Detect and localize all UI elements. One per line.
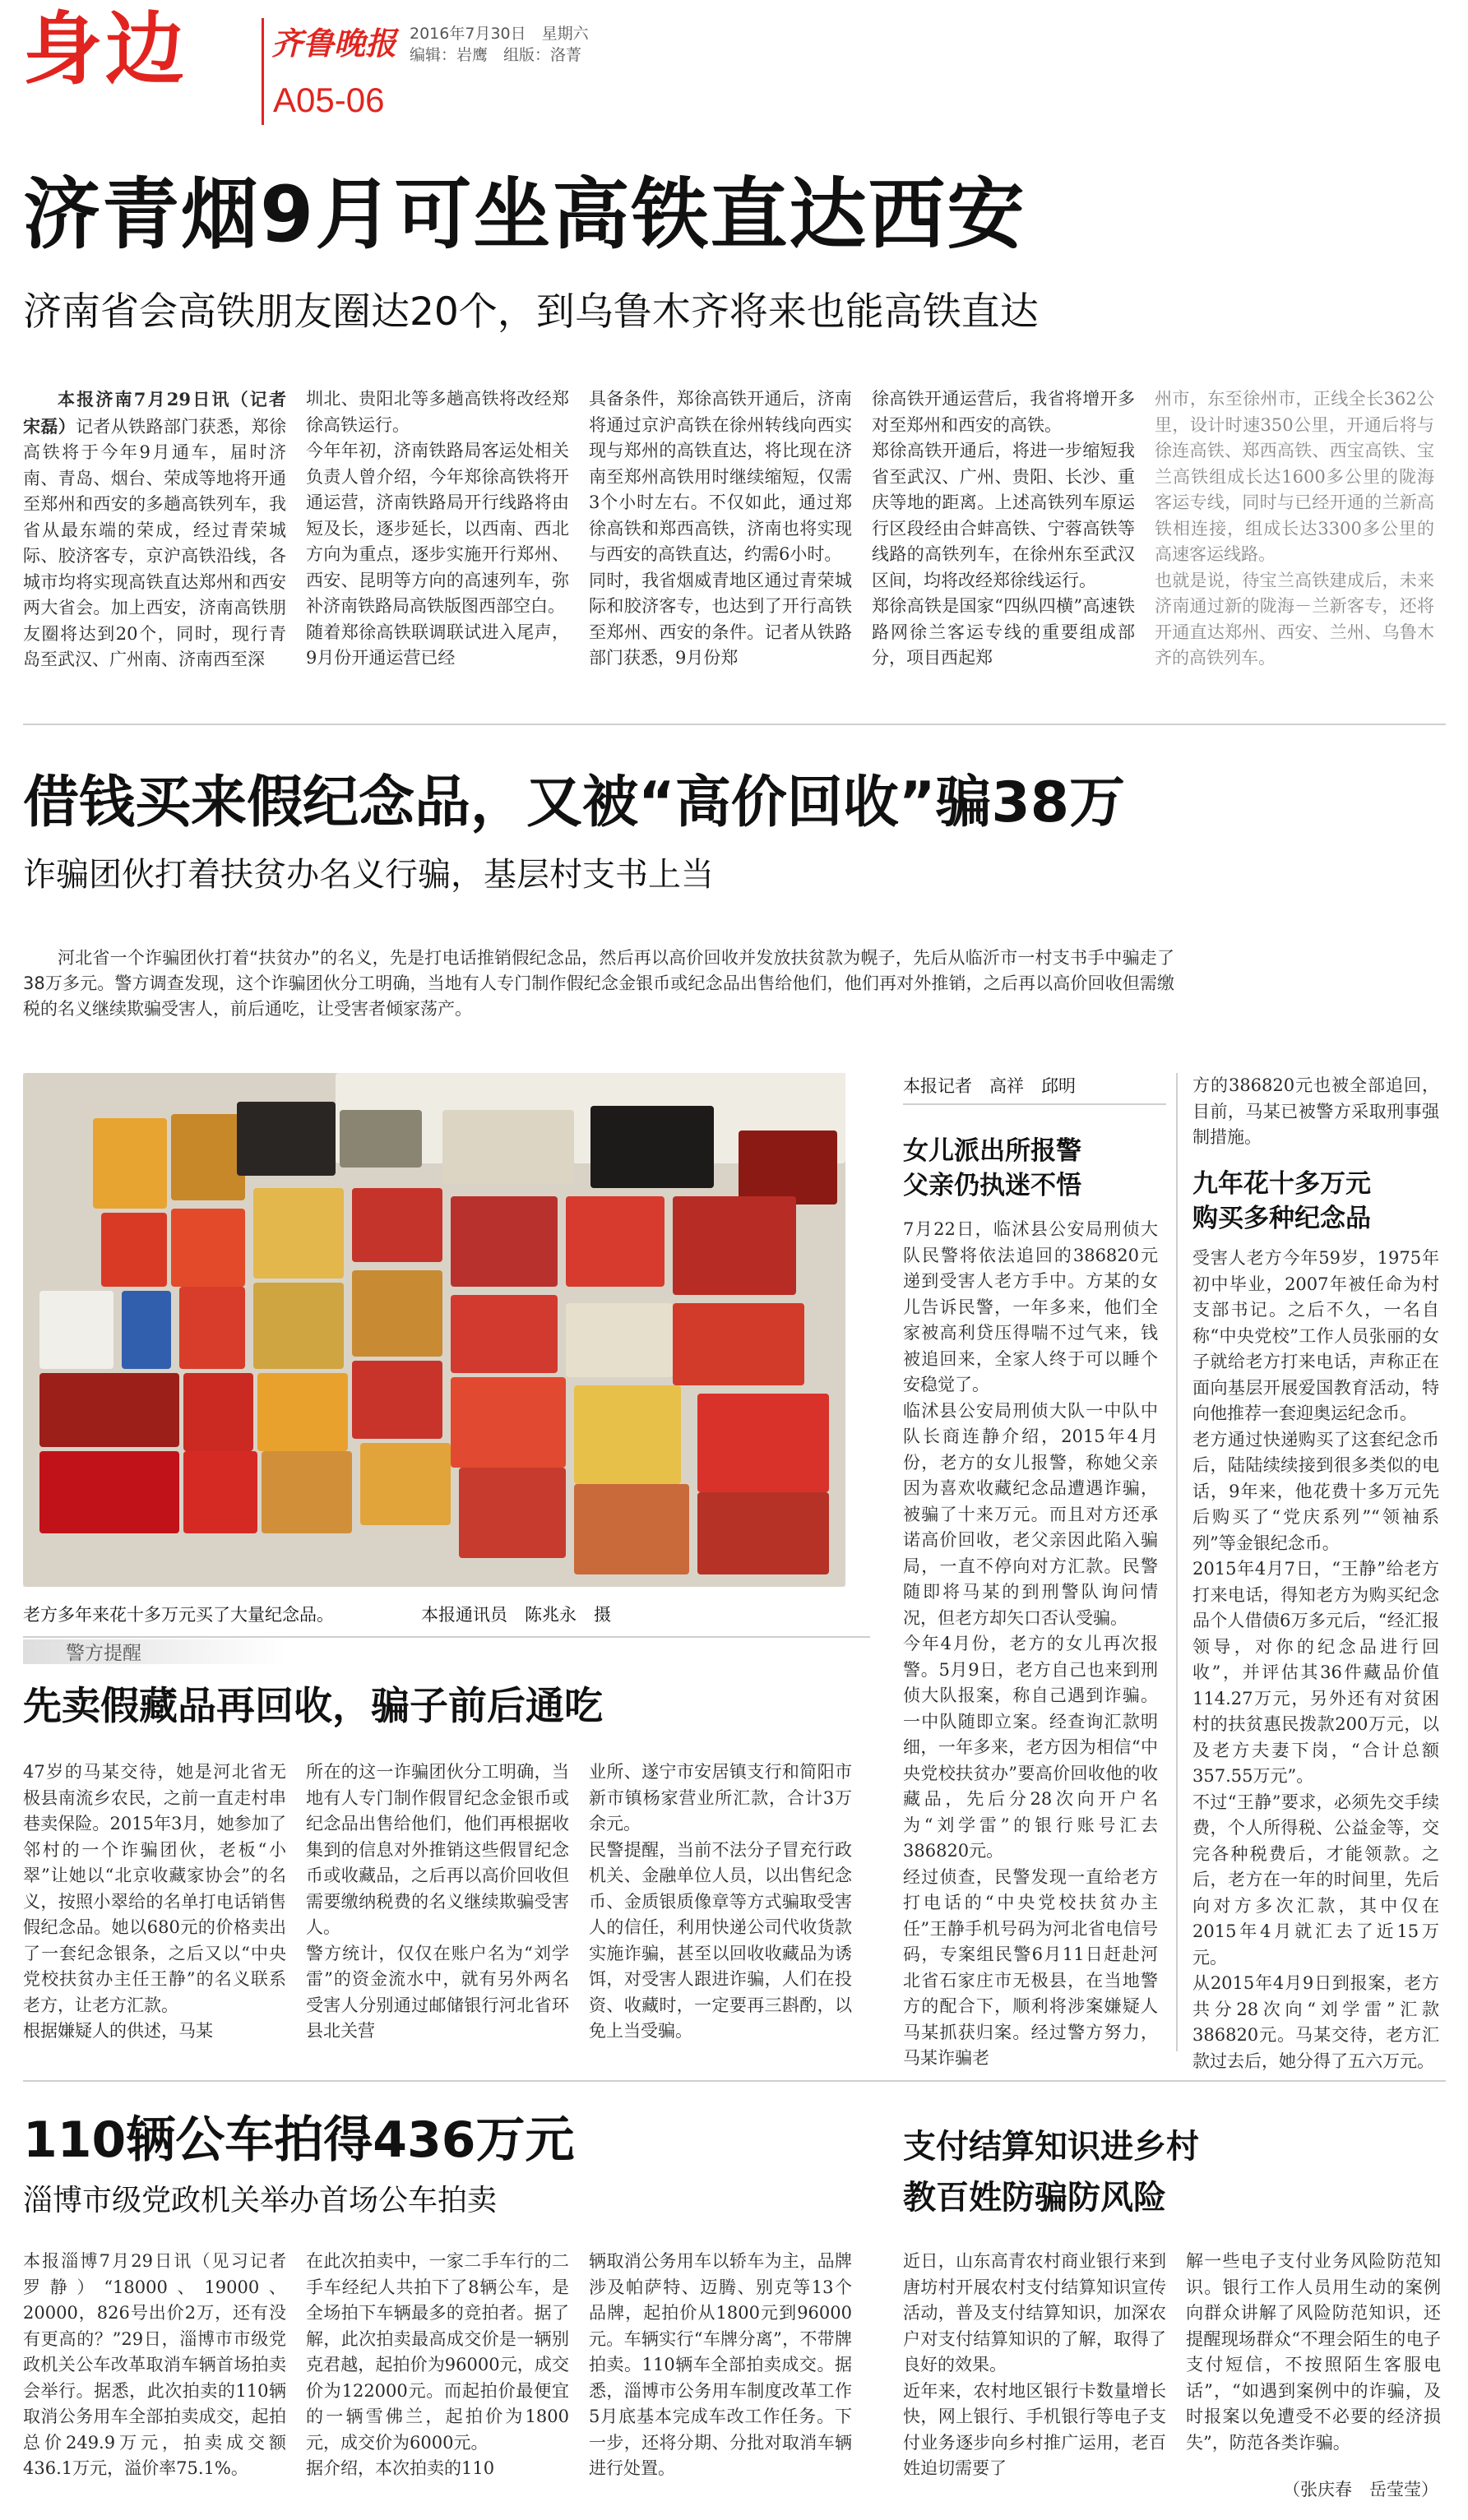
alert-col1: 47岁的马某交待，她是河北省无极县南流乡农民，之前一直走村串巷卖保险。2015年3月，她参加了邻村的一个诈骗团伙，老板“小翠”让她以“北京收藏家协会”的名义，按照小翠给的名单打电话销售假纪念品。她以680元的价格卖出了一套纪念银条，之后又以“中央党校扶贫办主任王静”的名义联系老方，让老方汇款。 根据嫌疑人的供述，马某 xyxy=(23,1762,286,2041)
editor-credits: 编辑：岩鹰 组版：洛菁 xyxy=(410,46,582,64)
section-title: 身边 xyxy=(23,3,188,95)
story1-dateline: 本报济南7月29日讯（记者 宋磊） xyxy=(23,389,286,437)
alert-col2: 所在的这一诈骗团伙分工明确，当地有人专门制作假冒纪念金银币或纪念品出售给他们，他们再根据收集到的信息对外推销这些假冒纪念币或收藏品，之后再以高价回收但需要缴纳税费的名义继续欺骗受害人。 警方统计，仅仅在账户名为“刘学雷”的资金流水中，就有另外两名受害人分别通过邮储银行河北省环县北关营 xyxy=(306,1762,569,2041)
photo-credit: 本报通讯员 陈兆永 摄 xyxy=(421,1605,611,1625)
story1-col4: 徐高铁开通运营后，我省将增开多对至郑州和西安的高铁。 郑徐高铁开通后，将进一步缩短我省至武汉、广州、贵阳、长沙、重庆等地的距离。上述高铁列车原运行区段经由合蚌高铁、宁蓉高铁等线路的高铁列车，在徐州东至武汉区间，均将改经郑徐线运行。 郑徐高铁是国家“四纵四横”高速铁路网徐兰客运专线的重要组成部分，项目西起郑 xyxy=(872,389,1135,668)
story1-col3: 具备条件，郑徐高铁开通后，济南将通过京沪高铁在徐州转线向西实现与郑州的高铁直达，将比现在济南至郑州高铁用时继续缩短，仅需3个小时左右。不仅如此，通过郑徐高铁和郑西高铁，济南也将实现与西安的高铁直达，约需6小时。 同时，我省烟威青地区通过青荣城际和胶济客专，也达到了开行高铁至郑州、西安的条件。记者从铁路部门获悉，9月份郑 xyxy=(589,389,852,668)
alert-col3: 业所、遂宁市安居镇支行和简阳市新市镇杨家营业所汇款，合计3万余元。 民警提醒，当前不法分子冒充行政机关、金融单位人员，以出售纪念币、金质银质像章等方式骗取受害人的信任，利用快递公司代收货款实施诈骗，甚至以回收收藏品为诱饵，对受害人跟进诈骗，人们在投资、收藏时，一定要再三斟酌，以免上当受骗。 xyxy=(589,1762,852,2041)
photo-caption: 老方多年来花十多万元买了大量纪念品。 xyxy=(23,1605,334,1625)
story3-col1: 本报淄博7月29日讯（见习记者 罗静）“18000、19000、20000，826号出价2万，还有没有更高的？”29日，淄博市市级党政机关公车改革取消车辆首场拍卖会举行。据悉，此次拍卖的110辆取消公务用车全部拍卖成交，起拍总价249.9万元，拍卖成交额436.1万元，溢价率75.1%。 xyxy=(23,2251,303,2478)
story2-right-head: 九年花十多万元 购买多种纪念品 xyxy=(1192,1169,1371,1233)
alert-headline: 先卖假藏品再回收，骗子前后通吃 xyxy=(23,1684,603,1729)
story2-right-col: 受害人老方今年59岁，1975年初中毕业，2007年被任命为村支部书记。之后不久，一名自称“中央党校”工作人员张丽的女子就给老方打来电话，声称正在面向基层开展爱国教育活动，特向他推荐一套迎奥运纪念币。 老方通过快递购买了这套纪念币后，陆陆续续接到很多类似的电话，9年来，他花费十多万元先后购买了“党庆系列”“领袖系列”等金银纪念币。 2015年4月7日，“王静”给老方打来电话，得知老方为购买纪念品个人借债6万多元后，“经汇报领导，对你的纪念品进行回收”，并评估其36件藏品价值114.27万元，另外还有对贫困村的扶贫惠民拨款200万元，以及老方夫妻下岗，“合计总额357.55万元”。 不过“王静”要求，必须先交手续费，个人所得税、公益金等，交完各种税费后，才能领款。之后，老方在一年的时间里，先后向对方多次汇款，其中仅在2015年4月就汇去了近15万元。 从2015年4月9日到报案，老方共分28次向“刘学雷”汇款386820元。马某交待，老方汇款过去后，她分得了五六万元。 xyxy=(1192,1248,1439,2071)
paper-name: 齐鲁晚报 xyxy=(271,25,397,62)
story2-right-top: 方的386820元也被全部追回，目前，马某已被警方采取刑事强制措施。 xyxy=(1192,1075,1439,1147)
alert-tag: 警方提醒 xyxy=(66,1643,141,1664)
story2-byline: 本报记者 高祥 邱明 xyxy=(903,1076,1076,1096)
alert-rule xyxy=(23,1636,870,1638)
story1-col1 xyxy=(23,386,286,687)
alert-tag-bar xyxy=(23,1639,286,1664)
story2-lede: 河北省一个诈骗团伙打着“扶贫办”的名义，先是打电话推销假纪念品，然后再以高价回收并发放扶贫款为幌子，先后从临沂市一村支书手中骗走了38万多元。警方调查发现，这个诈骗团伙分工明确，当地有人专门制作假纪念金银币或纪念品出售给他们，他们再对外推销，之后再以高价回收但需缴税的名义继续欺骗受害人，前后通吃，让受害者倾家荡产。 xyxy=(23,948,1174,1019)
story1-subhead: 济南省会高铁朋友圈达20个，到乌鲁木齐将来也能高铁直达 xyxy=(23,289,1039,335)
story2-headline: 借钱买来假纪念品，又被“高价回收”骗38万 xyxy=(23,770,1126,835)
story3-col2: 在此次拍卖中，一家二手车行的二手车经纪人共拍下了8辆公车，是全场拍下车辆最多的竞拍者。据了解，此次拍卖最高成交价是一辆别克君越，起拍价为96000元，成交价为122000元。而起拍价最便宜的一辆雪佛兰，起拍价为1800元，成交价为6000元。 据介绍，本次拍卖的110 xyxy=(306,2251,569,2478)
bottom-divider xyxy=(23,2080,1446,2082)
story4-signature: （张庆春 岳莹莹） xyxy=(1283,2480,1438,2499)
story2-mid-head: 女儿派出所报警 父亲仍执迷不悟 xyxy=(903,1136,1081,1200)
story3-headline: 110辆公车拍得436万元 xyxy=(23,2111,575,2169)
story2-subhead: 诈骗团伙打着扶贫办名义行骗，基层村支书上当 xyxy=(23,856,714,894)
masthead-divider xyxy=(262,18,264,125)
byline-rule xyxy=(903,1103,1166,1105)
column-rule xyxy=(1176,1073,1178,2051)
section-divider xyxy=(23,724,1446,725)
story1-col5: 州市，东至徐州市，正线全长362公里，设计时速350公里，开通后将与徐连高铁、郑西高铁、西宝高铁、宝兰高铁组成长达1600多公里的陇海客运专线，同时与已经开通的兰新高铁相连接，组成长达3300多公里的高速客运线路。 也就是说，待宝兰高铁建成后，未来济南通过新的陇海－兰新客专，还将开通直达郑州、西安、兰州、乌鲁木齐的高铁列车。 xyxy=(1155,389,1434,668)
issue-date: 2016年7月30日 星期六 xyxy=(410,25,589,43)
story4-headline: 支付结算知识进乡村 教百姓防骗防风险 xyxy=(903,2128,1199,2217)
story2-mid-col: 7月22日，临沭县公安局刑侦大队民警将依法追回的386820元递到受害人老方手中。方某的女儿告诉民警，一年多来，他们全家被高利贷压得喘不过气来，钱被追回来，全家人终于可以睡个安稳觉了。 临沭县公安局刑侦大队一中队中队长商连静介绍，2015年4月份，老方的女儿报警，称她父亲因为喜欢收藏纪念品遭遇诈骗，被骗了十来万元。而且对方还承诺高价回收，老父亲因此陷入骗局，一直不停向对方汇款。民警随即将马某的到刑警队询问情况，但老方却矢口否认受骗。 今年4月份，老方的女儿再次报警。5月9日，老方自己也来到刑侦大队报案，称自己遇到诈骗。一中队随即立案。经查询汇款明细，一年多来，老方因为相信“中央党校扶贫办”要高价回收他的收藏品，先后分28次向开户名为“刘学雷”的银行账号汇去386820元。 经过侦查，民警发现一直给老方打电话的“中央党校扶贫办主任”王静手机号码为河北省电信号码，专案组民警6月11日赶赴河北省石家庄市无极县，在当地警方的配合下，顺利将涉案嫌疑人马某抓获归案。经过警方努力，马某诈骗老 xyxy=(903,1219,1158,2068)
collectibles-photo xyxy=(23,1073,845,1587)
story1-headline: 济青烟9月可坐高铁直达西安 xyxy=(23,170,1026,260)
story4-col2: 解一些电子支付业务风险防范知识。银行工作人员用生动的案例向群众讲解了风险防范知识，还提醒现场群众“不理会陌生的电子支付短信，不按照陌生客服电话”，“如遇到案例中的诈骗，及时报案以免遭受不必要的经济损失”，防范各类诈骗。 xyxy=(1186,2251,1441,2453)
story3-subhead: 淄博市级党政机关举办首场公车拍卖 xyxy=(23,2184,498,2217)
story1-col2: 圳北、贵阳北等多趟高铁将改经郑徐高铁运行。 今年年初，济南铁路局客运处相关负责人曾介绍，今年郑徐高铁将开通运营，济南铁路局开行线路将由短及长，逐步延长，以西南、西北方向为重点，逐步实施开行郑州、西安、昆明等方向的高速列车，弥补济南铁路局高铁版图西部空白。 随着郑徐高铁联调联试进入尾声，9月份开通运营已经 xyxy=(306,389,569,668)
story1-col1-text: 记者从铁路部门获悉，郑徐高铁将于今年9月通车，届时济南、青岛、烟台、荣成等地将开通至郑州和西安的多趟高铁列车，我省从最东端的荣成，经过青荣城际、胶济客专，京沪高铁沿线，各城市均将实现高铁直达郑州和西安两大省会。加上西安，济南高铁朋友圈将达到20个，同时，现行青岛至武汉、广州南、济南西至深 xyxy=(23,416,287,669)
story3-col3: 辆取消公务用车以轿车为主，品牌涉及帕萨特、迈腾、别克等13个品牌，起拍价从1800元到96000元。车辆实行“车牌分离”，不带牌拍卖。110辆车全部拍卖成交。据悉，淄博市公务用车制度改革工作5月底基本完成车改工作任务。下一步，还将分期、分批对取消车辆进行处置。 xyxy=(589,2251,852,2478)
page-code: A05-06 xyxy=(273,81,385,119)
story4-col1: 近日，山东高青农村商业银行来到唐坊村开展农村支付结算知识宣传活动，普及支付结算知识，加深农户对支付结算知识的了解，取得了良好的效果。 近年来，农村地区银行卡数量增长快，网上银行、手机银行等电子支付业务逐步向乡村推广运用，老百姓迫切需要了 xyxy=(903,2251,1166,2478)
